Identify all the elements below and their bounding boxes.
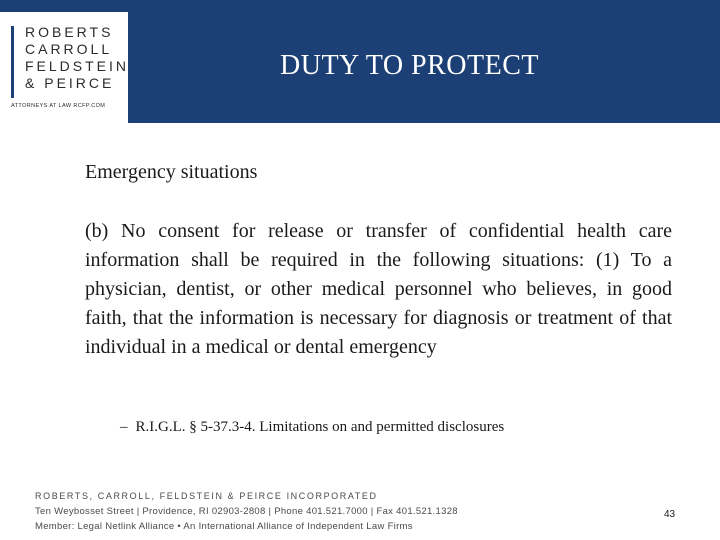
- citation-dash: –: [120, 419, 128, 435]
- logo-rule: [11, 26, 14, 98]
- logo-line-2: CARROLL: [25, 41, 113, 57]
- footer-membership: Member: Legal Netlink Alliance • An International Alliance of Independent Law Firms: [35, 521, 413, 532]
- citation: [120, 419, 504, 436]
- firm-logo: [0, 12, 128, 123]
- page-number: 43: [664, 509, 676, 520]
- citation-text: R.I.G.L. § 5-37.3-4. Limitations on and permitted disclosures: [135, 419, 505, 435]
- section-subheading: Emergency situations: [85, 161, 258, 183]
- footer-firm-name: ROBERTS, CARROLL, FELDSTEIN & PEIRCE INCORPORATED: [35, 491, 378, 501]
- statute-paragraph: (b) No consent for release or transfer of confidential health care information shall be required in the following situations: (1) To a physician, dentist, or other medical personnel who believes, in good faith, that the information is necessary for diagnosis or treatment of that individual in a medical or dental emergency: [85, 220, 672, 358]
- footer-address: Ten Weybosset Street | Providence, RI 02903-2808 | Phone 401.521.7000 | Fax 401.521.1328: [35, 506, 458, 517]
- header-bar: [0, 0, 720, 123]
- logo-line-1: ROBERTS: [25, 24, 114, 40]
- slide-title: DUTY TO PROTECT: [280, 50, 539, 81]
- logo-line-3: FELDSTEIN: [25, 58, 130, 74]
- logo-wordmark: [25, 24, 129, 92]
- logo-tagline: ATTORNEYS AT LAW RCFP.COM: [11, 103, 106, 109]
- footer: [35, 489, 458, 534]
- logo-line-4: & PEIRCE: [25, 75, 115, 91]
